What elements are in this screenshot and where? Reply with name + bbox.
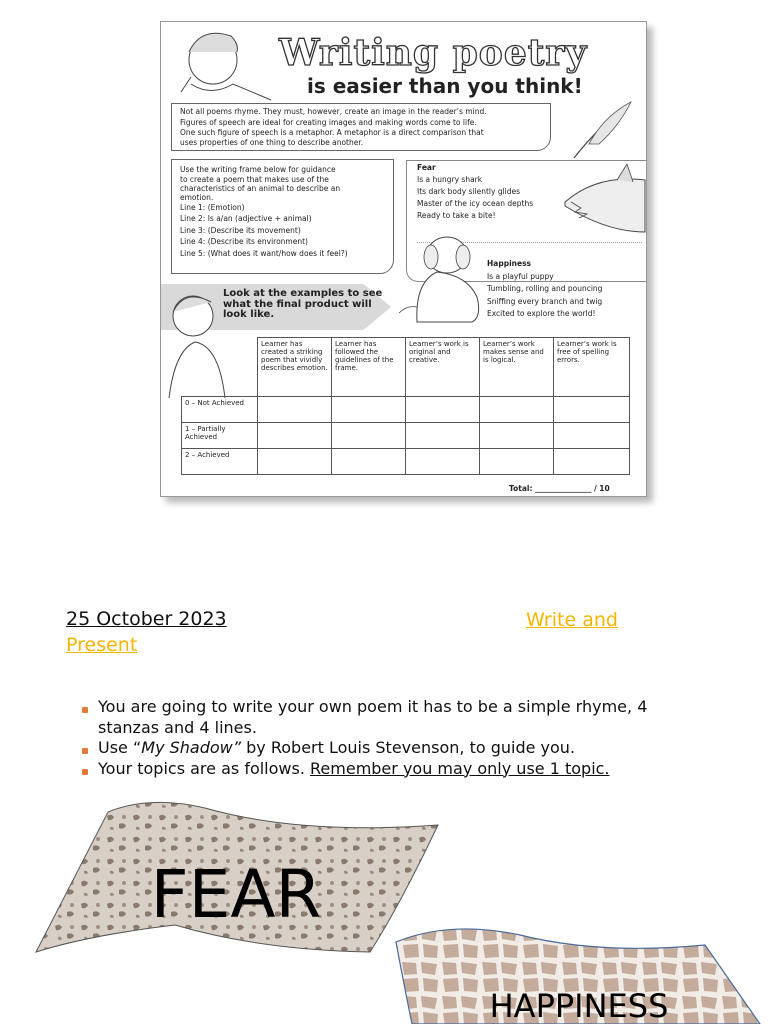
rubric-row [182, 449, 630, 475]
lesson-heading: Write and Present [66, 609, 618, 656]
rubric-header: Learner’s work is original and creative. [406, 338, 480, 397]
rubric-header: Learner’s work makes sense and is logical. [480, 338, 554, 397]
intro-line: uses properties of one thing to describe another. [180, 138, 364, 147]
callout-text: Look at the examples to see what the final product will look like. [223, 288, 383, 320]
guide-line: Line 4: (Describe its environment) [180, 237, 308, 246]
rubric-cell [332, 449, 406, 475]
fear-poem-line: Ready to take a bite! [417, 211, 496, 220]
rubric-corner [182, 338, 258, 397]
rubric-cell [406, 397, 480, 423]
guide-line: to create a poem that makes use of the [180, 174, 329, 184]
happiness-poem-line: Sniffing every branch and twig [487, 296, 603, 306]
happiness-poem-heading: Happiness [487, 259, 532, 268]
rubric-header-row [182, 338, 630, 397]
bullet-text: Your topics are as follows. [98, 758, 311, 778]
happiness-poem-line: Excited to explore the world! [487, 309, 596, 318]
bullet-icon [82, 707, 88, 713]
worksheet-title: Writing poetry [279, 32, 588, 74]
worksheet-subtitle: is easier than you think! [307, 74, 583, 98]
instruction-list [66, 697, 686, 779]
poem-title: My Shadow” [141, 738, 242, 757]
guide-line: Line 5: (What does it want/how does it feel?) [180, 248, 348, 258]
bullet-icon [82, 769, 88, 775]
rubric-header: Learner has created a striking poem that vividly describes emotion. [258, 338, 332, 397]
rubric-cell [258, 397, 332, 423]
rubric-row [182, 423, 630, 449]
puppy-illustration [387, 227, 487, 327]
list-item [66, 697, 686, 738]
guide-line: Use the writing frame below for guidance [180, 165, 336, 174]
guide-line: Line 3: (Describe its movement) [180, 225, 301, 235]
bullet-text: You are going to write your own poem it has to be a simple rhyme, 4 stanzas and 4 lines. [98, 697, 648, 737]
guide-line: Line 1: (Emotion) [180, 202, 245, 212]
worksheet-image [160, 21, 647, 497]
bullet-underlined-text: Remember you may only use 1 topic. [310, 758, 610, 778]
intro-box [171, 103, 551, 151]
fear-poem-line: Master of the icy ocean depths [417, 199, 534, 208]
rubric-cell [406, 423, 480, 449]
total-score-line: Total: _______________ / 10 [509, 484, 610, 493]
rubric-cell [554, 423, 630, 449]
happiness-poem-line: Is a playful puppy [487, 271, 554, 281]
topic-banners [0, 790, 768, 1024]
list-item [66, 759, 686, 780]
intro-line: Not all poems rhyme. They must, however, create an image in the reader’s mind. [180, 107, 487, 116]
fear-topic-label: FEAR [150, 856, 322, 933]
rubric-row-label: 0 – Not Achieved [182, 397, 258, 423]
bullet-text: by Robert Louis Stevenson, to guide you. [241, 738, 576, 757]
rubric-cell [332, 397, 406, 423]
bullet-text: Use “ [98, 738, 142, 757]
rubric-cell [554, 449, 630, 475]
rubric-row-label: 1 – Partially Achieved [182, 423, 258, 449]
rubric-row-label: 2 – Achieved [182, 449, 258, 475]
boy-illustration [161, 22, 281, 102]
rubric-header: Learner has followed the guidelines of the frame. [332, 338, 406, 397]
rubric-cell [480, 423, 554, 449]
happiness-topic-label: HAPPINESS [489, 987, 669, 1024]
rubric-cell [258, 449, 332, 475]
guide-line: emotion. [180, 192, 214, 202]
guide-box [171, 159, 394, 274]
rubric-cell [554, 397, 630, 423]
rubric-cell [258, 423, 332, 449]
rubric-table [181, 337, 630, 475]
rubric-header: Learner’s work is free of spelling errors. [554, 338, 630, 397]
rubric-cell [406, 449, 480, 475]
fear-poem-heading: Fear [417, 163, 436, 172]
bullet-icon [82, 748, 88, 754]
rubric-row [182, 397, 630, 423]
happiness-poem-line: Tumbling, rolling and pouncing [487, 284, 603, 293]
rubric-cell [480, 449, 554, 475]
lesson-date: 25 October 2023 [66, 608, 227, 630]
happiness-example-poem [487, 258, 647, 321]
guide-line: characteristics of an animal to describe an [180, 183, 341, 193]
list-item [66, 738, 686, 759]
feather-illustration [569, 96, 639, 166]
intro-line: One such figure of speech is a metaphor. A metaphor is a direct comparison that [180, 128, 484, 137]
fear-poem-line: Its dark body silently glides [417, 187, 521, 196]
guide-line: Line 2: Is a/an (adjective + animal) [180, 214, 312, 223]
intro-line: Figures of speech are ideal for creating images and making words come to life. [180, 118, 477, 127]
fear-poem-line: Is a hungry shark [417, 175, 483, 184]
rubric-cell [332, 423, 406, 449]
rubric-cell [480, 397, 554, 423]
